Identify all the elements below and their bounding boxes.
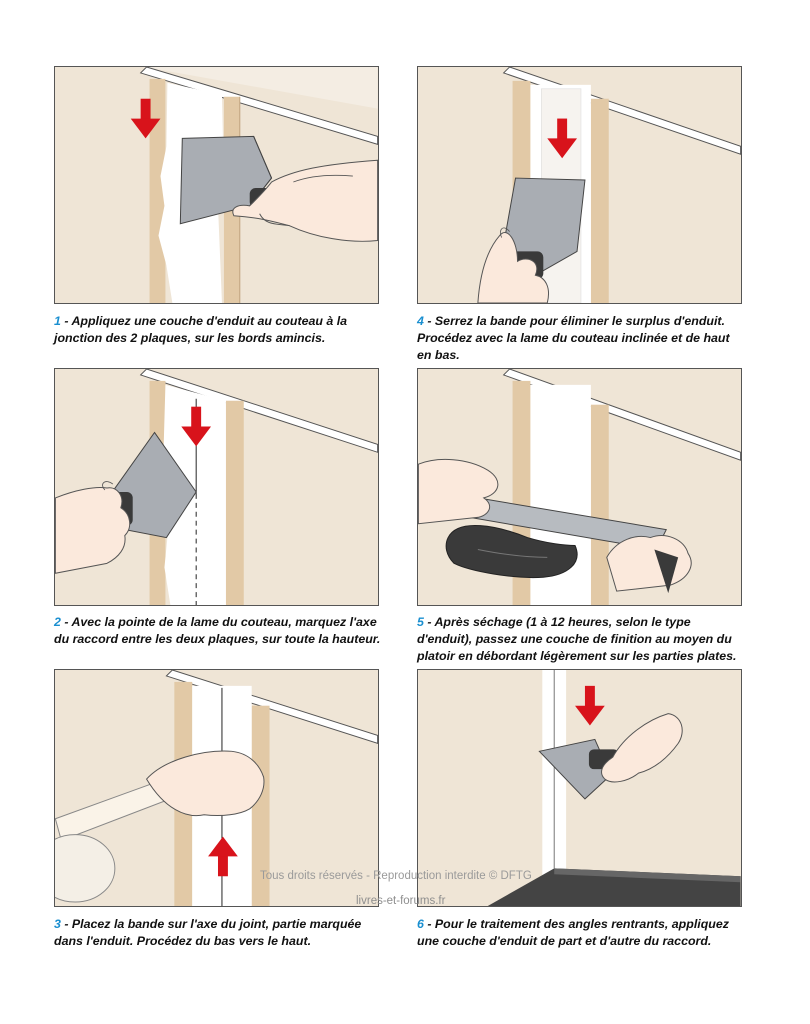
step-text: Placez la bande sur l'axe du joint, partie marquée dans l'enduit. Procédez du bas vers le haut. xyxy=(54,917,362,948)
step-separator: - xyxy=(423,314,435,328)
step-text: Pour le traitement des angles rentrants, appliquez une couche d'enduit de part et d'autre du raccord. xyxy=(417,917,729,948)
caption-step-1 xyxy=(54,313,384,347)
illustration-step-1 xyxy=(54,66,379,304)
site-watermark: livres-et-forums.fr xyxy=(356,895,446,907)
step-separator: - xyxy=(423,917,435,931)
illustration-step-4 xyxy=(417,66,742,304)
step-number: 1 xyxy=(54,314,61,328)
caption-step-6 xyxy=(417,916,747,950)
step-number: 6 xyxy=(417,917,424,931)
step-text: Appliquez une couche d'enduit au couteau à la jonction des 2 plaques, sur les bords amincis. xyxy=(54,314,348,345)
step-number: 4 xyxy=(417,314,424,328)
step-separator: - xyxy=(60,917,72,931)
step-separator: - xyxy=(60,615,72,629)
step-separator: - xyxy=(423,615,435,629)
step-text: Avec la pointe de la lame du couteau, marquez l'axe du raccord entre les deux plaques, sur toute la hauteur. xyxy=(54,615,381,646)
caption-step-5 xyxy=(417,614,747,665)
step-text: Après séchage (1 à 12 heures, selon le type d'enduit), passez une couche de finition au moyen du platoir en débordant légèrement sur les parties plates. xyxy=(417,615,737,663)
step-number: 3 xyxy=(54,917,61,931)
caption-step-3 xyxy=(54,916,384,950)
caption-step-2 xyxy=(54,614,384,648)
illustration-step-5 xyxy=(417,368,742,606)
step-text: Serrez la bande pour éliminer le surplus d'enduit. Procédez avec la lame du couteau inclinée et de haut en bas. xyxy=(417,314,730,362)
copyright-watermark: Tous droits réservés - Reproduction interdite © DFTG xyxy=(260,870,532,882)
step-separator: - xyxy=(60,314,72,328)
illustration-step-2 xyxy=(54,368,379,606)
caption-step-4 xyxy=(417,313,747,364)
step-number: 2 xyxy=(54,615,61,629)
step-number: 5 xyxy=(417,615,424,629)
